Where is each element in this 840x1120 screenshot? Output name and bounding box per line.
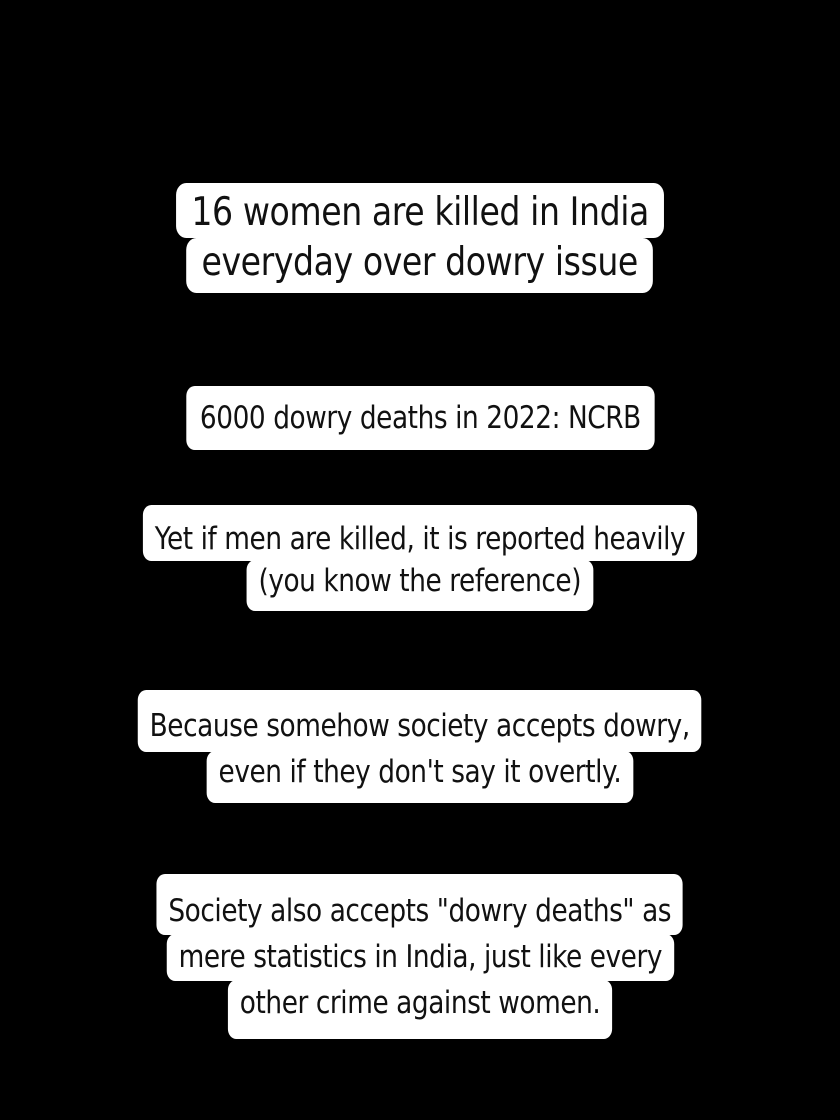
caption-line: even if they don't say it overtly. bbox=[207, 751, 634, 803]
caption-line: (you know the reference) bbox=[247, 560, 593, 611]
caption-society-accepts bbox=[0, 690, 840, 803]
caption-statistic bbox=[0, 386, 840, 450]
caption-line: Because somehow society accepts dowry, bbox=[138, 690, 702, 752]
caption-men-reporting bbox=[0, 505, 840, 611]
caption-line: Society also accepts "dowry deaths" as bbox=[157, 874, 684, 935]
caption-line: Yet if men are killed, it is reported heavily bbox=[143, 505, 697, 561]
caption-line: mere statistics in India, just like every bbox=[166, 934, 673, 981]
caption-line: other crime against women. bbox=[228, 980, 612, 1039]
caption-statistics bbox=[0, 874, 840, 1039]
caption-line: 16 women are killed in India bbox=[176, 183, 664, 238]
caption-line: everyday over dowry issue bbox=[187, 238, 654, 293]
caption-headline bbox=[0, 183, 840, 293]
caption-line: 6000 dowry deaths in 2022: NCRB bbox=[186, 386, 654, 450]
